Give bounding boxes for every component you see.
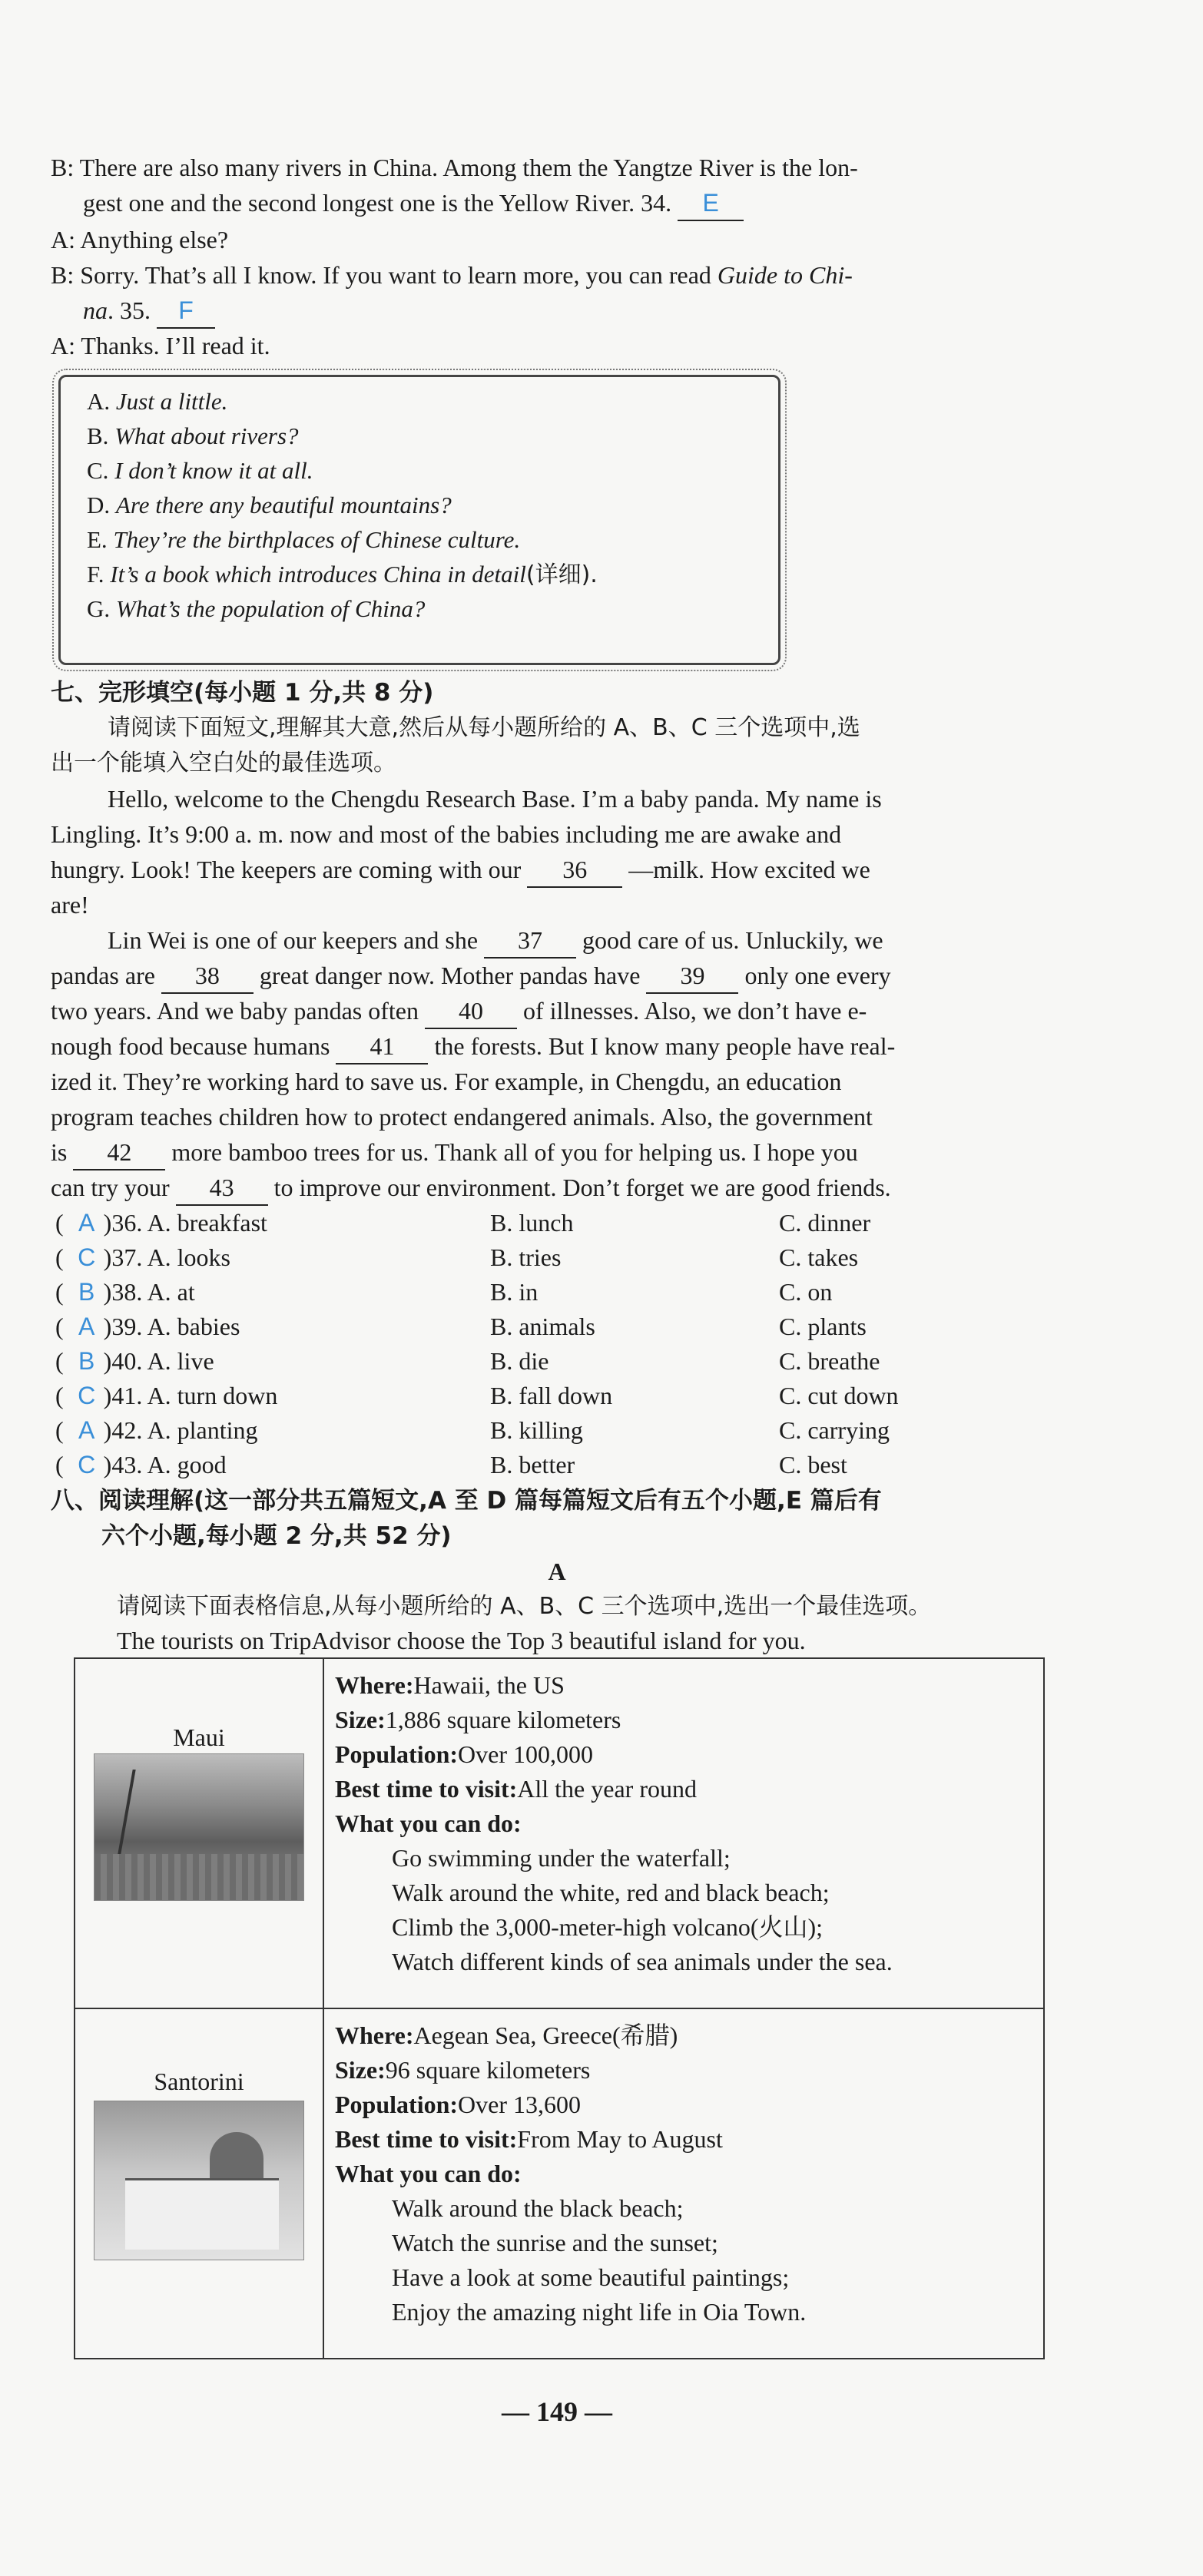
size-label: Size: — [335, 2056, 386, 2084]
best-time-label: Best time to visit: — [335, 2125, 518, 2153]
page-number: — 149 — — [502, 2396, 612, 2427]
dialogue-a2: A: Anything else? — [51, 226, 229, 253]
dialogue-a3: A: Thanks. I’ll read it. — [51, 332, 270, 359]
question-41: ( C )41. A. turn down — [55, 1379, 277, 1412]
choice-letter: D. — [87, 492, 111, 518]
question-40: ( B )40. A. live — [55, 1344, 214, 1378]
activity-item: Watch different kinds of sea animals under the sea. — [392, 1948, 893, 1975]
passage-p2-l1 — [108, 923, 883, 959]
island-cell-right — [323, 1658, 1044, 2008]
choice-a — [87, 385, 227, 419]
passage-text: nough food because humans — [51, 1032, 330, 1060]
option-c: C. carrying — [779, 1416, 890, 1444]
passage-text: pandas are — [51, 962, 155, 989]
choice-note: (详细). — [525, 561, 598, 588]
option-c: C. best — [779, 1451, 847, 1478]
choice-e — [87, 523, 520, 557]
option-c: C. takes — [779, 1243, 859, 1271]
blank-41: 41 — [336, 1029, 428, 1065]
best-time-value: From May to August — [517, 2125, 723, 2153]
passage-p2-l8 — [51, 1170, 891, 1206]
where-value: Aegean Sea, Greece(希腊) — [413, 2021, 678, 2049]
option-a: )39. A. babies — [103, 1313, 240, 1340]
passage-p1-l1: Hello, welcome to the Chengdu Research Base. I’m a baby panda. My name is — [108, 785, 882, 813]
question-36: ( A )36. A. breakfast — [55, 1206, 267, 1240]
choice-text: What about rivers? — [114, 422, 299, 449]
dialogue-b1-line2-text: gest one and the second longest one is the Yellow River. 34. — [83, 189, 672, 217]
size-row — [335, 2053, 1032, 2088]
option-c: C. plants — [779, 1313, 867, 1340]
passage-text: to improve our environment. Don’t forget we are good friends. — [273, 1174, 891, 1201]
choice-d — [87, 488, 452, 522]
question-38: ( B )38. A. at — [55, 1275, 195, 1309]
best-time-row — [335, 2122, 1032, 2157]
where-row — [335, 2018, 1032, 2053]
blank-43: 43 — [176, 1170, 268, 1206]
activity-item: Walk around the black beach; — [392, 2194, 684, 2222]
option-b: B. die — [490, 1347, 549, 1375]
best-time-row — [335, 1772, 1032, 1806]
option-b: B. lunch — [490, 1209, 574, 1237]
activity-item: Have a look at some beautiful paintings; — [392, 2263, 790, 2291]
choice-f — [87, 558, 598, 592]
choice-c — [87, 454, 313, 488]
answer-42: A — [78, 1416, 95, 1444]
guide-title-part1: Guide to Chi- — [717, 261, 853, 289]
option-c: C. on — [779, 1278, 833, 1306]
passage-p1-l3 — [51, 853, 870, 888]
section8-heading-line1: 八、阅读理解(这一部分共五篇短文,A 至 D 篇每篇短文后有五个小题,E 篇后有 — [51, 1487, 882, 1515]
activity-item: Enjoy the amazing night life in Oia Town. — [392, 2298, 807, 2326]
choice-letter: G. — [87, 595, 111, 622]
passage-text: of illnesses. Also, we don’t have e- — [522, 997, 867, 1025]
santorini-photo — [94, 2101, 304, 2260]
island-cell-left — [75, 1658, 323, 2008]
blank-37: 37 — [484, 923, 576, 959]
island-cell-right — [323, 2008, 1044, 2359]
question-43: ( C )43. A. good — [55, 1448, 227, 1482]
section7-heading: 七、完形填空(每小题 1 分,共 8 分) — [51, 679, 434, 707]
activities-label: What you can do: — [335, 2160, 522, 2187]
option-a: )38. A. at — [103, 1278, 195, 1306]
passage-text: more bamboo trees for us. Thank all of you for helping us. I hope you — [171, 1138, 858, 1166]
option-a: )43. A. good — [103, 1451, 227, 1478]
section8-instr: 请阅读下面表格信息,从每小题所给的 A、B、C 三个选项中,选出一个最佳选项。 — [117, 1593, 932, 1620]
section7-instr2: 出一个能填入空白处的最佳选项。 — [51, 750, 396, 776]
option-a: )37. A. looks — [103, 1243, 230, 1271]
passage-p2-l5: ized it. They’re working hard to save us. For example, in Chengdu, an education — [51, 1068, 842, 1095]
best-time-value: All the year round — [517, 1775, 697, 1803]
option-a: )42. A. planting — [103, 1416, 258, 1444]
population-label: Population: — [335, 2091, 459, 2118]
option-a: )36. A. breakfast — [103, 1209, 267, 1237]
option-a: )40. A. live — [103, 1347, 214, 1375]
choice-letter: F. — [87, 561, 104, 588]
activity-item: Go swimming under the waterfall; — [392, 1844, 731, 1872]
guide-title-part2: na — [83, 296, 108, 324]
best-time-label: Best time to visit: — [335, 1775, 518, 1803]
activities-label: What you can do: — [335, 1809, 522, 1837]
passage-text: —milk. How excited we — [628, 856, 870, 883]
blank-40: 40 — [425, 994, 517, 1029]
passage-p1-l2: Lingling. It’s 9:00 a. m. now and most of the babies including me are awake and — [51, 820, 842, 848]
option-c: C. cut down — [779, 1382, 899, 1409]
activity-item: Walk around the white, red and black beach; — [392, 1879, 830, 1906]
dialogue-b2-line2-text: . 35. — [108, 296, 151, 324]
answer-39: A — [78, 1313, 95, 1340]
option-b: B. in — [490, 1278, 539, 1306]
choice-g — [87, 592, 425, 626]
option-a: )41. A. turn down — [103, 1382, 278, 1409]
blank-38: 38 — [161, 959, 254, 994]
island-cell-left — [75, 2008, 323, 2359]
population-value: Over 100,000 — [458, 1740, 593, 1768]
activity-item: Climb the 3,000-meter-high volcano(火山); — [392, 1913, 824, 1941]
choice-letter: A. — [87, 388, 111, 415]
size-value: 1,886 square kilometers — [385, 1706, 621, 1733]
activity-item: Watch the sunrise and the sunset; — [392, 2229, 718, 2256]
where-value: Hawaii, the US — [413, 1671, 565, 1699]
dialogue-b2-line2 — [83, 293, 215, 329]
section7-instr1: 请阅读下面短文,理解其大意,然后从每小题所给的 A、B、C 三个选项中,选 — [108, 714, 860, 741]
answer-41: C — [78, 1382, 96, 1409]
passage-p1-l4: are! — [51, 891, 89, 919]
maui-photo — [94, 1753, 304, 1901]
question-39: ( A )39. A. babies — [55, 1310, 240, 1343]
passage-text: only one every — [744, 962, 891, 989]
population-label: Population: — [335, 1740, 459, 1768]
choice-letter: C. — [87, 457, 109, 484]
passage-p2-l7 — [51, 1135, 858, 1170]
blank-39: 39 — [646, 959, 738, 994]
where-label: Where: — [335, 1671, 414, 1699]
option-c: C. dinner — [779, 1209, 871, 1237]
where-row — [335, 1668, 1032, 1703]
passage-p2-l6: program teaches children how to protect endangered animals. Also, the government — [51, 1103, 873, 1131]
passage-text: is — [51, 1138, 68, 1166]
passage-p2-l2 — [51, 959, 891, 994]
question-37: ( C )37. A. looks — [55, 1240, 230, 1274]
answer-43: C — [78, 1451, 96, 1478]
passage-text: great danger now. Mother pandas have — [259, 962, 641, 989]
island-row-maui — [75, 1658, 1044, 2008]
dialogue-b2-line1-text: B: Sorry. That’s all I know. If you want to learn more, you can read — [51, 261, 717, 289]
dialogue-b1-line2 — [83, 186, 744, 221]
dialogue-b2-line1 — [51, 258, 853, 292]
island-row-santorini — [75, 2008, 1044, 2359]
passage-text: Lin Wei is one of our keepers and she — [108, 926, 479, 954]
answer-37: C — [78, 1243, 96, 1271]
choice-letter: E. — [87, 526, 108, 553]
passage-p2-l4 — [51, 1029, 895, 1065]
population-row — [335, 1737, 1032, 1772]
choice-text: What’s the population of China? — [115, 595, 426, 622]
choice-b — [87, 419, 299, 453]
blank-42: 42 — [73, 1135, 165, 1170]
option-b: B. tries — [490, 1243, 562, 1271]
section8-intro: The tourists on TripAdvisor choose the Top 3 beautiful island for you. — [117, 1627, 806, 1654]
passage-text: hungry. Look! The keepers are coming with our — [51, 856, 522, 883]
choice-text: I don’t know it at all. — [114, 457, 313, 484]
option-b: B. fall down — [490, 1382, 613, 1409]
choice-text: Are there any beautiful mountains? — [115, 492, 452, 518]
population-value: Over 13,600 — [458, 2091, 581, 2118]
passage-text: good care of us. Unluckily, we — [582, 926, 883, 954]
choice-letter: B. — [87, 422, 109, 449]
choice-box — [58, 375, 780, 665]
option-b: B. animals — [490, 1313, 595, 1340]
question-42: ( A )42. A. planting — [55, 1413, 258, 1447]
answer-40: B — [78, 1347, 95, 1375]
size-label: Size: — [335, 1706, 386, 1733]
choice-text: Just a little. — [115, 388, 228, 415]
passage-text: two years. And we baby pandas often — [51, 997, 419, 1025]
island-table — [74, 1657, 1045, 2359]
option-b: B. better — [490, 1451, 575, 1478]
answer-38: B — [78, 1278, 95, 1306]
choice-text: They’re the birthplaces of Chinese culture. — [113, 526, 521, 553]
island-name: Maui — [173, 1723, 225, 1751]
answer-36: A — [78, 1209, 95, 1237]
answer-34: E — [678, 186, 744, 221]
section8-heading-line2: 六个小题,每小题 2 分,共 52 分) — [101, 1522, 452, 1550]
population-row — [335, 2088, 1032, 2122]
answer-35: F — [157, 293, 215, 329]
passage-text: the forests. But I know many people have real- — [434, 1032, 896, 1060]
passage-text: can try your — [51, 1174, 170, 1201]
choice-text: It’s a book which introduces China in detail — [110, 561, 526, 588]
option-b: B. killing — [490, 1416, 583, 1444]
size-value: 96 square kilometers — [385, 2056, 591, 2084]
dialogue-b1-line1: B: There are also many rivers in China. Among them the Yangtze River is the lon- — [51, 154, 858, 181]
where-label: Where: — [335, 2021, 414, 2049]
blank-36: 36 — [527, 853, 622, 888]
passage-p2-l3 — [51, 994, 867, 1029]
island-name: Santorini — [154, 2068, 244, 2095]
part-a-title: A — [548, 1558, 566, 1585]
option-c: C. breathe — [779, 1347, 880, 1375]
size-row — [335, 1703, 1032, 1737]
